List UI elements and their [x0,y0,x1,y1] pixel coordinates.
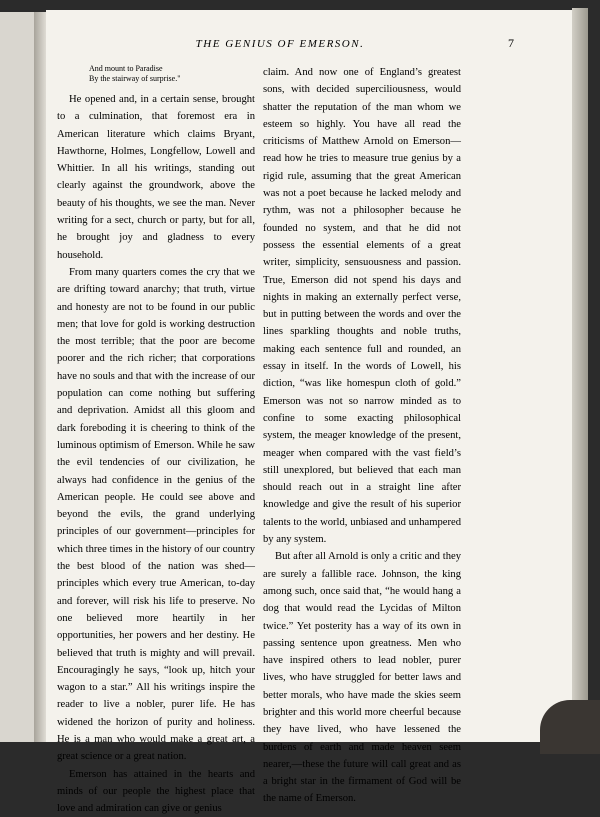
page-number: 7 [508,36,514,50]
verse-line: And mount to Paradise [89,64,163,73]
verse-line: By the stairway of surprise." [89,74,181,83]
right-column [263,64,461,808]
paragraph-continued: claim. And now one of England’s greatest sons, with decided superciliousness, would shatter the reputation of the man whom we esteem so highly. You have all read the criticisms of Matthew Arnold on Emerson—read how he tries to measure true genius by a rigid rule, assuming that the great American was not a poet because he lacked melody and rythm, was not a philosopher because he founded no system, and that he did not possess the essential elements of a great writer, simplicity, sensuousness and passion. True, Emerson did not spend his days and nights in making an externally perfect verse, but in putting between the words and over the lines sparkling thoughts and noble truths, making each sentence full and rounded, an essay in itself. In the words of Lowell, his diction, “was like homespun cloth of gold.” Emerson was not so narrow minded as to confine to some exacting philosophical system, the meager knowledge of the present, meager when compared with the vast field’s still unexplored, but believed that each man should reach out in a straight line after knowledge and give the result of his superior talents to the world, unbiased and unhampered by any system. [263,67,461,546]
paragraph: He opened and, in a certain sense, brought to a culmination, that foremost era in American literature which claims Bryant, Hawthorne, Holmes, Longfellow, Lowell and Whittier. In all his writings, standing out clearly against the groundwork, above the beauty of his thoughts, we see the man. Never writing for a sect, church or party, but for all, he brought joy and gladness to every household. [57,94,255,261]
page-fore-edge [572,8,588,744]
paragraph: From many quarters comes the cry that we are drifting toward anarchy; that truth, virtue and honesty are not to be found in our public men; that love for gold is working destruction the most terrible; that the poor are become poorer and the rich richer; that corporations have no souls and that with the increase of our population can come nothing but suffering and deprivation. Amidst all this gloom and dark foreboding it is cheering to think of the luminous optimism of Emerson. While he saw the evil tendencies of our civilization, he always had confidence in the genius of the American people. He could see above and beyond the evils, the grand underlying principles of our government—principles for which three times in the history of our country the best blood of the nation was shed—principles which every true American, to-day and forever, will risk his life to preserve. No one believed more heartily in her opportunities, her powers and her destiny. He believed that truth is mighty and will prevail. Encouragingly he says, “look up, hitch your wagon to a star.” All his writings inspire the reader to live a nobler, purer life. He has widened the horizon of purity and holiness. He is a man who would make a great art, a great science or a great nation. [57,266,255,763]
left-column [57,64,255,817]
running-title: THE GENIUS OF EMERSON. [195,38,365,50]
thumb-holding-page [540,700,600,754]
paragraph: But after all Arnold is only a critic and they are surely a fallible race. Johnson, the king among such, once said that, “he would hang a dog that would read the Lycidas of Milton twice.” Yet posterity has a way of its own in passing sentence upon greatness. Men who have inspired others to lead nobler, purer lives, who have struggled for better laws and better morals, who have made the skies seem brighter and this world more cheerful because they have lived, who have lessened the burdens of earth and made heaven seem nearer,—these the future will call great and as a bright star in the firmament of God will be the name of Emerson. [263,551,461,805]
verse-quote [89,64,255,84]
paragraph: Emerson has attained in the hearts and minds of our people the highest place that love and admiration can give or genius [57,768,255,815]
